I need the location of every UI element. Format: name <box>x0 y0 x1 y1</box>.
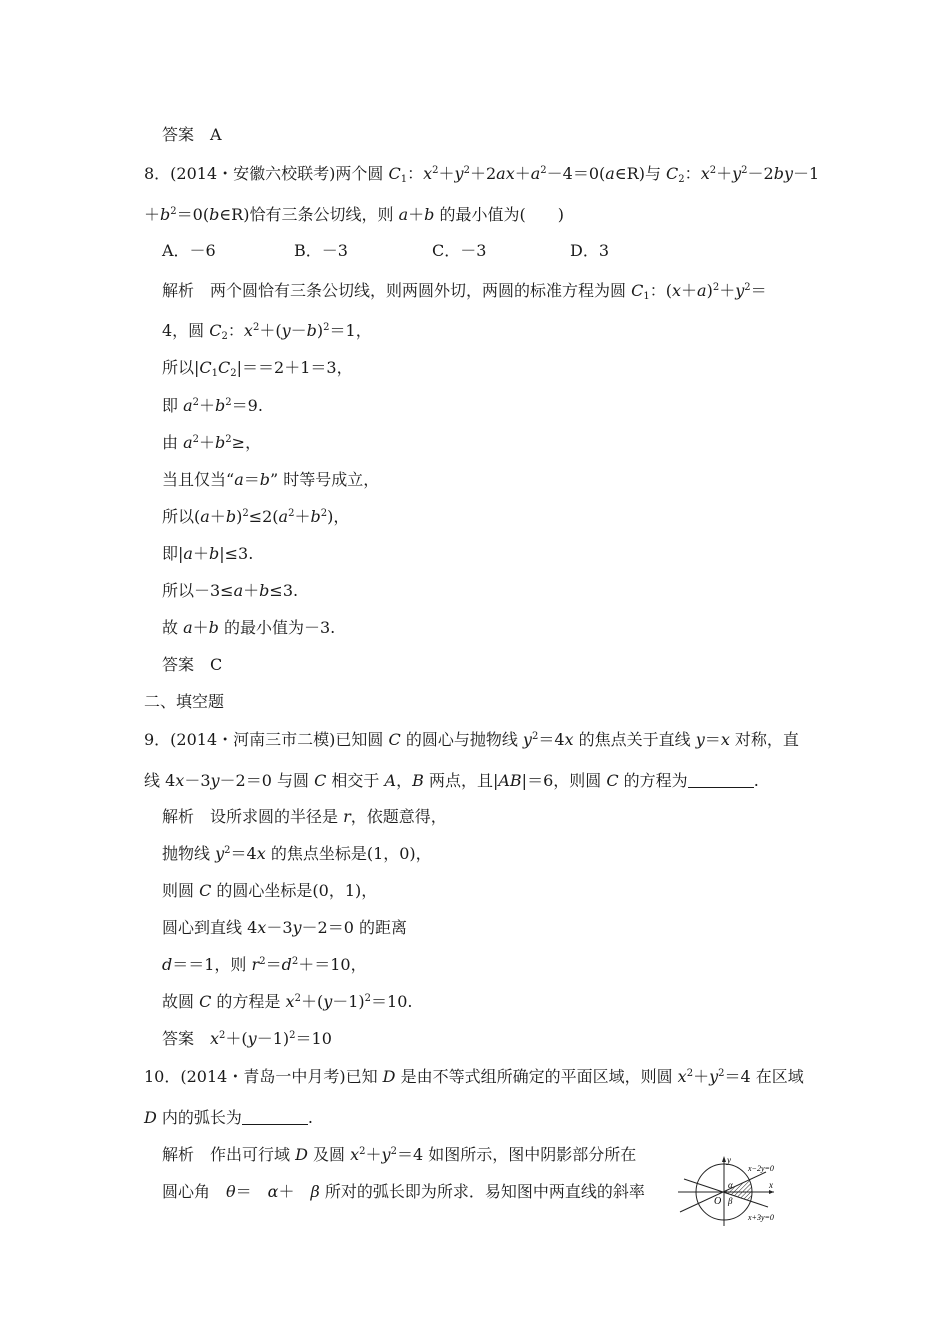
q10-solution-line2: 圆心角 θ＝ α＋ β 所对的弧长即为所求．易知图中两直线的斜率 <box>162 1182 645 1201</box>
q8-option-a: A．－6 <box>162 241 216 260</box>
q8-stem-line1: 8．(2014・安徽六校联考)两个圆 $C_1$：$x^2+y^2+2ax+a^2-4=0(a\in R)$与 $C_2$：$x^2+y^2-2by-1$ <box>144 164 820 185</box>
q10-stem-line1: 10．(2014・青岛一中月考)已知 D 是由不等式组所确定的平面区域，则圆 $x^2+y^2=4$ 在区域 <box>144 1067 804 1086</box>
q8-solution-line5: 由 $a^2+b^2\ge$， <box>162 433 262 452</box>
section-heading: 二、填空题 <box>144 692 225 711</box>
q8-options <box>162 240 688 262</box>
q8-solution-line7: 所以$(a+b)^2\le 2(a^2+b^2)$， <box>162 507 350 526</box>
q8-solution-line1: 解析 两个圆恰有三条公切线，则两圆外切，两圆的标准方程为圆 $C_1$：$(x+a)^2+y^2=$ <box>162 281 767 302</box>
q8-solution-line3: 所以$|C_1C_2|==2+1=3$， <box>162 358 353 379</box>
q10-solution-line1: 解析 作出可行域 D 及圆 $x^2+y^2=4$ 如图所示，图中阴影部分所在 <box>162 1145 637 1164</box>
q9-stem-line2: 线 4x－3y－2＝0 与圆 C 相交于 A，B 两点，且|AB|＝6，则圆 C 的方程为 . <box>144 771 759 790</box>
x-axis-arrow-icon <box>769 1190 774 1194</box>
q9-solution-line1: 解析 设所求圆的半径是 r，依题意得， <box>162 807 447 826</box>
q9-solution-line2: 抛物线 $y^2=4x$ 的焦点坐标是(1，0)， <box>162 844 432 863</box>
y-axis-arrow-icon <box>722 1156 726 1162</box>
q10-stem-line2: D 内的弧长为 . <box>144 1108 314 1127</box>
line-x-plus-3y <box>684 1179 768 1207</box>
q9-solution-line3: 则圆 C 的圆心坐标是(0，1)， <box>162 881 378 900</box>
y-label: y <box>727 1155 731 1165</box>
answer-prev: 答案 A <box>162 125 222 144</box>
q10-answer-blank <box>242 1110 308 1125</box>
beta-label: β <box>728 1196 733 1206</box>
q8-option-c: C．－3 <box>432 241 487 260</box>
q8-solution-line4: 即 $a^2+b^2=9$. <box>162 396 263 415</box>
q8-solution-line8: 即|a＋b|≤3. <box>162 544 254 563</box>
q9-solution-line6: 故圆 C 的方程是 $x^2+(y-1)^2=10$. <box>162 992 413 1011</box>
q9-stem-line1: 9．(2014・河南三市二模)已知圆 C 的圆心与抛物线 $y^2=4x$ 的焦点关于直线 y＝x 对称，直 <box>144 730 799 749</box>
origin-label: O <box>714 1196 722 1207</box>
alpha-label: α <box>728 1180 733 1190</box>
q9-answer-blank <box>688 773 754 788</box>
line2-label: x+3y=0 <box>748 1213 774 1222</box>
q8-solution-line9: 所以－3≤a＋b≤3. <box>162 581 299 600</box>
q9-answer: 答案 $x^2+(y-1)^2=10$ <box>162 1029 332 1048</box>
q9-solution-line5: d＝＝1，则 $r^2=d^2+=10$， <box>162 955 367 974</box>
q8-option-d: D．3 <box>570 241 610 260</box>
q8-solution-line10: 故 a＋b 的最小值为－3. <box>162 618 336 637</box>
q9-solution-line4: 圆心到直线 4x－3y－2＝0 的距离 <box>162 918 407 937</box>
q8-option-b: B．－3 <box>294 241 348 260</box>
q8-answer: 答案 C <box>162 655 223 674</box>
q8-solution-line6: 当且仅当“a＝b” 时等号成立， <box>162 470 380 489</box>
x-label: x <box>769 1180 773 1190</box>
q8-stem-line2: $+b^2=0(b\in R)$恰有三条公切线，则 a＋b 的最小值为( ) <box>144 205 564 224</box>
line1-label: x−2y=0 <box>748 1164 774 1173</box>
region-circle-figure <box>676 1152 796 1228</box>
q8-solution-line2: 4，圆 $C_2$：$x^2+(y-b)^2=1$， <box>162 321 372 342</box>
